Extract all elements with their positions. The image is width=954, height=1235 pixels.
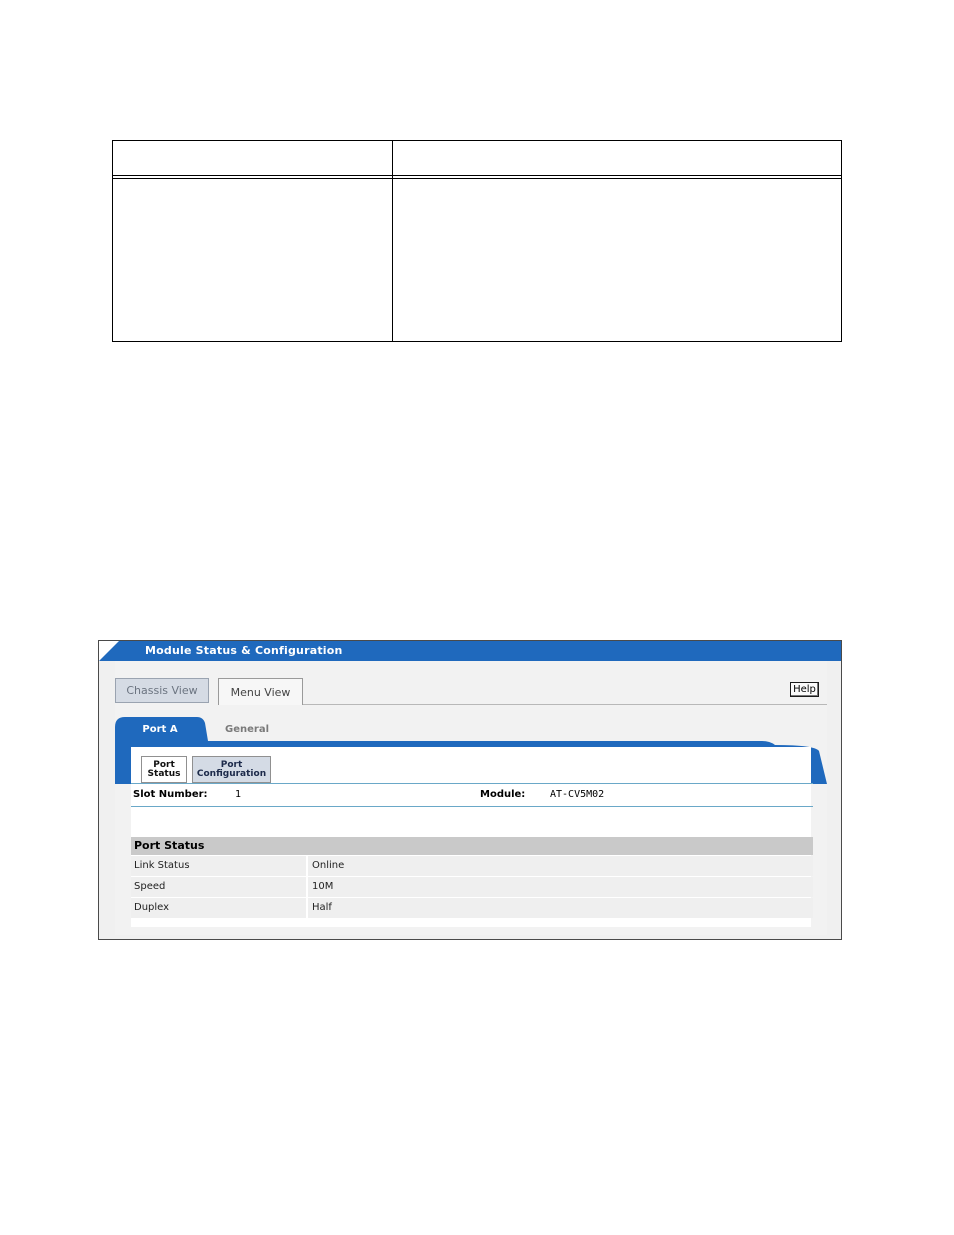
- module-info-row: [131, 783, 813, 805]
- subtab-port-configuration-line1: Port: [220, 759, 243, 770]
- port-status-header: [131, 837, 813, 855]
- menu-view-underline: [303, 704, 827, 705]
- tab-general[interactable]: General: [225, 723, 269, 735]
- table-header-rule: [113, 175, 841, 176]
- table-row: [131, 856, 813, 876]
- slot-number-label: Slot Number:: [133, 789, 208, 800]
- module-value: AT-CV5M02: [550, 789, 605, 800]
- content-area: [115, 661, 827, 935]
- speed-value: 10M: [312, 881, 334, 892]
- window-title: Module Status & Configuration: [145, 644, 343, 657]
- port-panel: [131, 747, 811, 927]
- menu-view-button[interactable]: Menu View: [218, 678, 303, 705]
- duplex-label: Duplex: [134, 902, 170, 913]
- table-row: [131, 877, 813, 897]
- link-status-value: Online: [312, 860, 345, 871]
- table-column-divider: [392, 141, 393, 341]
- subtab-port-configuration-line2: Configuration: [196, 768, 267, 779]
- subtab-port-configuration[interactable]: [192, 756, 271, 783]
- link-status-label: Link Status: [134, 860, 190, 871]
- subtab-port-status-line2: Status: [147, 768, 181, 779]
- tab-port-a[interactable]: Port A: [142, 723, 178, 735]
- port-status-heading: Port Status: [134, 839, 205, 852]
- module-label: Module:: [480, 789, 526, 800]
- document-table: [112, 140, 842, 342]
- subtab-port-status[interactable]: [141, 756, 187, 783]
- chassis-view-button[interactable]: Chassis View: [115, 678, 209, 703]
- slot-number-value: 1: [235, 789, 242, 800]
- speed-label: Speed: [134, 881, 166, 892]
- duplex-value: Half: [312, 902, 332, 913]
- help-button[interactable]: Help: [790, 682, 819, 697]
- info-bottom-rule: [131, 806, 813, 807]
- title-bar-notch: [99, 641, 119, 661]
- module-status-window: [98, 640, 842, 940]
- table-header-rule-double: [113, 178, 841, 179]
- table-row: [131, 898, 813, 918]
- subtab-port-status-line1: Port: [153, 759, 175, 770]
- title-bar: [99, 641, 841, 661]
